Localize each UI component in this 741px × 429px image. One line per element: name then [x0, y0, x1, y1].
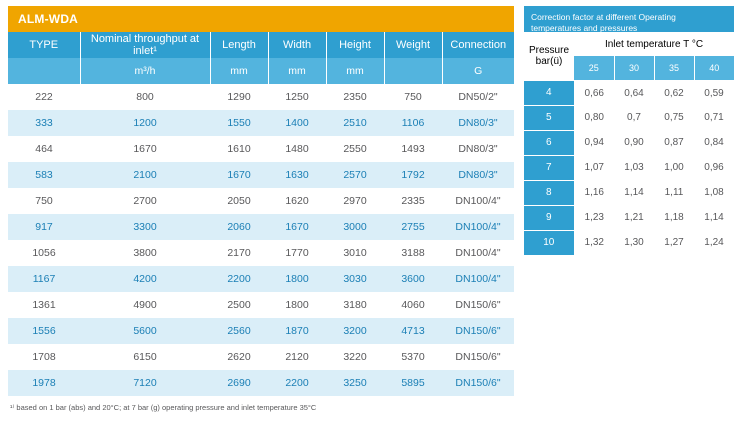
cell-weight: 4060	[384, 292, 442, 318]
cell-connection: DN100/4"	[442, 214, 514, 240]
cell-factor-25: 0,94	[574, 130, 614, 155]
product-table-header-row	[8, 32, 514, 58]
cell-connection: DN80/3"	[442, 162, 514, 188]
cell-type: 464	[8, 136, 80, 162]
cell-type: 222	[8, 84, 80, 110]
cell-factor-25: 1,23	[574, 205, 614, 230]
cell-length: 2200	[210, 266, 268, 292]
unit-throughput: m³/h	[80, 58, 210, 84]
cell-factor-35: 0,87	[654, 130, 694, 155]
correction-row	[524, 155, 734, 180]
temp-header-30: 30	[614, 56, 654, 81]
temperature-group-header: Inlet temperature T °C	[604, 38, 704, 50]
cell-height: 2350	[326, 84, 384, 110]
cell-throughput: 3800	[80, 240, 210, 266]
cell-throughput: 1200	[80, 110, 210, 136]
col-header-connection: Connection	[442, 32, 514, 58]
cell-factor-30: 1,21	[614, 205, 654, 230]
col-header-weight: Weight	[384, 32, 442, 58]
cell-factor-40: 0,96	[694, 155, 734, 180]
cell-height: 3250	[326, 370, 384, 396]
col-header-throughput: Nominal throughput at inlet¹	[80, 32, 210, 58]
cell-height: 2510	[326, 110, 384, 136]
pressure-header-line2: bar(ü)	[535, 56, 563, 68]
correction-row	[524, 230, 734, 255]
cell-length: 2060	[210, 214, 268, 240]
product-table	[8, 32, 514, 396]
cell-connection: DN150/6"	[442, 344, 514, 370]
cell-length: 2560	[210, 318, 268, 344]
table-row	[8, 370, 514, 396]
cell-height: 2570	[326, 162, 384, 188]
cell-weight: 4713	[384, 318, 442, 344]
cell-factor-30: 1,14	[614, 180, 654, 205]
cell-height: 3220	[326, 344, 384, 370]
cell-factor-30: 0,7	[614, 105, 654, 130]
cell-weight: 2335	[384, 188, 442, 214]
cell-factor-30: 1,03	[614, 155, 654, 180]
cell-length: 1610	[210, 136, 268, 162]
cell-throughput: 2700	[80, 188, 210, 214]
cell-type: 750	[8, 188, 80, 214]
cell-factor-35: 1,00	[654, 155, 694, 180]
cell-height: 3200	[326, 318, 384, 344]
cell-type: 917	[8, 214, 80, 240]
cell-connection: DN80/3"	[442, 110, 514, 136]
unit-length: mm	[210, 58, 268, 84]
cell-pressure: 5	[524, 105, 574, 130]
cell-factor-40: 0,84	[694, 130, 734, 155]
cell-throughput: 5600	[80, 318, 210, 344]
cell-height: 3180	[326, 292, 384, 318]
cell-connection: DN100/4"	[442, 266, 514, 292]
cell-width: 1630	[268, 162, 326, 188]
cell-type: 583	[8, 162, 80, 188]
correction-table-title: Correction factor at different Operating temperatures and pressures	[524, 6, 734, 32]
cell-width: 1480	[268, 136, 326, 162]
cell-width: 1670	[268, 214, 326, 240]
cell-weight: 2755	[384, 214, 442, 240]
cell-pressure: 4	[524, 81, 574, 106]
cell-connection: DN150/6"	[442, 370, 514, 396]
correction-row	[524, 130, 734, 155]
unit-width: mm	[268, 58, 326, 84]
cell-weight: 5895	[384, 370, 442, 396]
cell-length: 2690	[210, 370, 268, 396]
cell-connection: DN50/2"	[442, 84, 514, 110]
cell-factor-40: 1,14	[694, 205, 734, 230]
cell-width: 1800	[268, 266, 326, 292]
cell-type: 1556	[8, 318, 80, 344]
cell-width: 1870	[268, 318, 326, 344]
cell-factor-35: 1,18	[654, 205, 694, 230]
cell-factor-25: 1,07	[574, 155, 614, 180]
cell-type: 333	[8, 110, 80, 136]
correction-row	[524, 180, 734, 205]
cell-height: 3030	[326, 266, 384, 292]
table-row	[8, 240, 514, 266]
cell-factor-25: 0,80	[574, 105, 614, 130]
cell-pressure: 10	[524, 230, 574, 255]
cell-throughput: 4900	[80, 292, 210, 318]
cell-type: 1361	[8, 292, 80, 318]
table-row	[8, 266, 514, 292]
col-header-type: TYPE	[8, 32, 80, 58]
cell-factor-30: 0,64	[614, 81, 654, 106]
cell-width: 1620	[268, 188, 326, 214]
cell-factor-35: 1,11	[654, 180, 694, 205]
cell-length: 1290	[210, 84, 268, 110]
cell-connection: DN150/6"	[442, 318, 514, 344]
table-row	[8, 318, 514, 344]
table-row	[8, 110, 514, 136]
product-table-section	[8, 6, 514, 412]
cell-throughput: 6150	[80, 344, 210, 370]
cell-throughput: 4200	[80, 266, 210, 292]
cell-factor-30: 1,30	[614, 230, 654, 255]
cell-pressure: 8	[524, 180, 574, 205]
cell-pressure: 6	[524, 130, 574, 155]
cell-pressure: 7	[524, 155, 574, 180]
cell-factor-40: 1,24	[694, 230, 734, 255]
temp-header-25: 25	[574, 56, 614, 81]
correction-group-header-row	[524, 32, 734, 56]
table-row	[8, 214, 514, 240]
cell-factor-30: 0,90	[614, 130, 654, 155]
product-table-unit-row	[8, 58, 514, 84]
cell-width: 2200	[268, 370, 326, 396]
pressure-header-line1: Pressure	[528, 45, 569, 57]
cell-width: 2120	[268, 344, 326, 370]
cell-throughput: 2100	[80, 162, 210, 188]
cell-height: 2550	[326, 136, 384, 162]
cell-throughput: 1670	[80, 136, 210, 162]
table-row	[8, 292, 514, 318]
table-footnote: ¹⁾ based on 1 bar (abs) and 20°C; at 7 bar (g) operating pressure and inlet temperature 35°C	[10, 403, 317, 412]
cell-length: 1550	[210, 110, 268, 136]
table-row	[8, 188, 514, 214]
cell-length: 2050	[210, 188, 268, 214]
cell-throughput: 3300	[80, 214, 210, 240]
cell-weight: 3600	[384, 266, 442, 292]
cell-height: 3000	[326, 214, 384, 240]
col-header-width: Width	[268, 32, 326, 58]
cell-width: 1250	[268, 84, 326, 110]
correction-row	[524, 105, 734, 130]
cell-connection: DN150/6"	[442, 292, 514, 318]
cell-factor-25: 0,66	[574, 81, 614, 106]
cell-type: 1708	[8, 344, 80, 370]
cell-factor-35: 1,27	[654, 230, 694, 255]
cell-weight: 5370	[384, 344, 442, 370]
unit-height: mm	[326, 58, 384, 84]
cell-length: 1670	[210, 162, 268, 188]
cell-throughput: 7120	[80, 370, 210, 396]
cell-weight: 3188	[384, 240, 442, 266]
correction-row	[524, 81, 734, 106]
cell-weight: 1792	[384, 162, 442, 188]
correction-table	[524, 32, 734, 256]
table-row	[8, 344, 514, 370]
cell-width: 1770	[268, 240, 326, 266]
unit-weight	[384, 58, 442, 84]
cell-height: 2970	[326, 188, 384, 214]
cell-height: 3010	[326, 240, 384, 266]
cell-factor-35: 0,75	[654, 105, 694, 130]
cell-length: 2170	[210, 240, 268, 266]
cell-connection: DN80/3"	[442, 136, 514, 162]
cell-pressure: 9	[524, 205, 574, 230]
cell-weight: 1493	[384, 136, 442, 162]
cell-factor-40: 1,08	[694, 180, 734, 205]
correction-row	[524, 205, 734, 230]
cell-width: 1400	[268, 110, 326, 136]
table-row	[8, 136, 514, 162]
table-row	[8, 162, 514, 188]
cell-weight: 1106	[384, 110, 442, 136]
cell-width: 1800	[268, 292, 326, 318]
cell-length: 2620	[210, 344, 268, 370]
cell-type: 1978	[8, 370, 80, 396]
cell-length: 2500	[210, 292, 268, 318]
unit-connection: G	[442, 58, 514, 84]
unit-type	[8, 58, 80, 84]
cell-throughput: 800	[80, 84, 210, 110]
table-row	[8, 84, 514, 110]
pressure-column-header	[524, 32, 574, 81]
cell-type: 1056	[8, 240, 80, 266]
cell-factor-25: 1,16	[574, 180, 614, 205]
col-header-height: Height	[326, 32, 384, 58]
cell-factor-35: 0,62	[654, 81, 694, 106]
product-table-title: ALM-WDA	[8, 6, 514, 32]
cell-factor-40: 0,71	[694, 105, 734, 130]
cell-connection: DN100/4"	[442, 240, 514, 266]
cell-weight: 750	[384, 84, 442, 110]
cell-type: 1167	[8, 266, 80, 292]
cell-factor-40: 0,59	[694, 81, 734, 106]
temp-header-35: 35	[654, 56, 694, 81]
cell-factor-25: 1,32	[574, 230, 614, 255]
correction-table-section	[524, 6, 734, 256]
temp-header-40: 40	[694, 56, 734, 81]
col-header-length: Length	[210, 32, 268, 58]
cell-connection: DN100/4"	[442, 188, 514, 214]
